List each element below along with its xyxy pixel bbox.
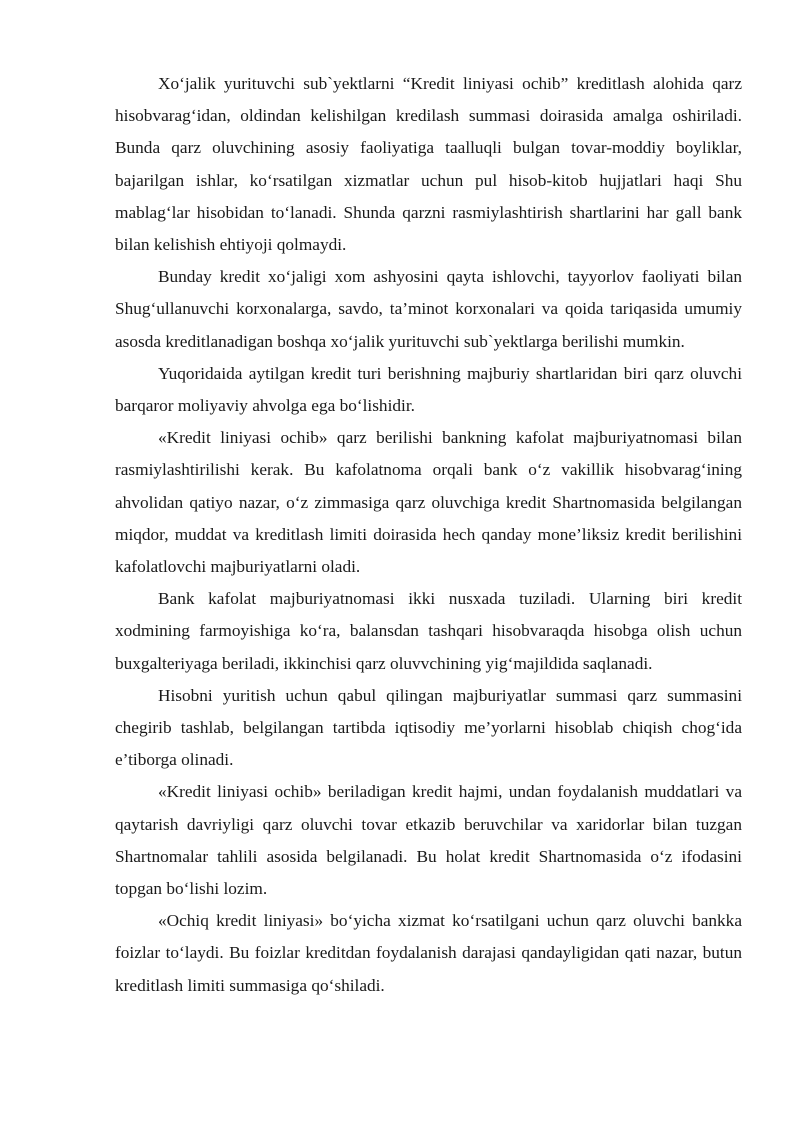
- paragraph-3: Yuqoridaida aytilgan kredit turi berishning majburiy shartlaridan biri qarz oluvchi barqaror moliyaviy ahvolga ega bo‘lishidir.: [115, 363, 742, 416]
- paragraph-4: «Kredit liniyasi ochib» qarz berilishi bankning kafolat majburiyatnomasi bilan rasmiylashtirilishi kerak. Bu kafolatnoma orqali bank o‘z vakillik hisobvarag‘ining ahvolidan qatiyo nazar, o‘z zimmasiga qarz oluvchiga kredit Shartnomasida belgilangan miqdor, muddat va kreditlash limiti doirasida hech qanday mone’liksiz kredit berilishini kafolatlovchi majburiyatlarni oladi.: [115, 428, 742, 577]
- paragraph-1: Xo‘jalik yurituvchi sub`yektlarni “Kredit liniyasi ochib” kreditlash alohida qarz hisobvarag‘idan, oldindan kelishilgan kredilash summasi doirasida amalga oshiriladi. Bunda qarz oluvchining asosiy faoliyatiga taalluqli bulgan tovar-moddiy boyliklar, bajarilgan ishlar, ko‘rsatilgan xizmatlar uchun pul hisob-kitob hujjatlari haqi Shu mablag‘lar hisobidan to‘lanadi. Shunda qarzni rasmiylashtirish shartlarini har gall bank bilan kelishish ehtiyoji qolmaydi.: [115, 74, 742, 255]
- paragraph-6: Hisobni yuritish uchun qabul qilingan majburiyatlar summasi qarz summasini chegirib tashlab, belgilangan tartibda iqtisodiy me’yorlarni hisoblab chiqish chog‘ida e’tiborga olinadi.: [115, 685, 742, 770]
- paragraph-5: Bank kafolat majburiyatnomasi ikki nusxada tuziladi. Ularning biri kredit xodmining farmoyishiga ko‘ra, balansdan tashqari hisobvaraqda hisobga olish uchun buxgalteriyaga beriladi, ikkinchisi qarz oluvvchining yig‘majildida saqlanadi.: [115, 589, 742, 673]
- document-page: [115, 68, 742, 1002]
- paragraph-2: Bunday kredit xo‘jaligi xom ashyosini qayta ishlovchi, tayyorlov faoliyati bilan Shug‘ullanuvchi korxonalarga, savdo, ta’minot korxonalari va qoida tariqasida umumiy asosda kreditlanadigan boshqa xo‘jalik yurituvchi sub`yektlarga berilishi mumkin.: [115, 267, 742, 351]
- paragraph-8: «Ochiq kredit liniyasi» bo‘yicha xizmat ko‘rsatilgani uchun qarz oluvchi bankka foizlar to‘laydi. Bu foizlar kreditdan foydalanish darajasi qandayligidan qati nazar, butun kreditlash limiti summasiga qo‘shiladi.: [115, 911, 742, 995]
- paragraph-7: «Kredit liniyasi ochib» beriladigan kredit hajmi, undan foydalanish muddatlari va qaytarish davriyligi qarz oluvchi tovar etkazib beruvchilar va xaridorlar bilan tuzgan Shartnomalar tahlili asosida belgilanadi. Bu holat kredit Shartnomasida o‘z ifodasini topgan bo‘lishi lozim.: [115, 782, 742, 899]
